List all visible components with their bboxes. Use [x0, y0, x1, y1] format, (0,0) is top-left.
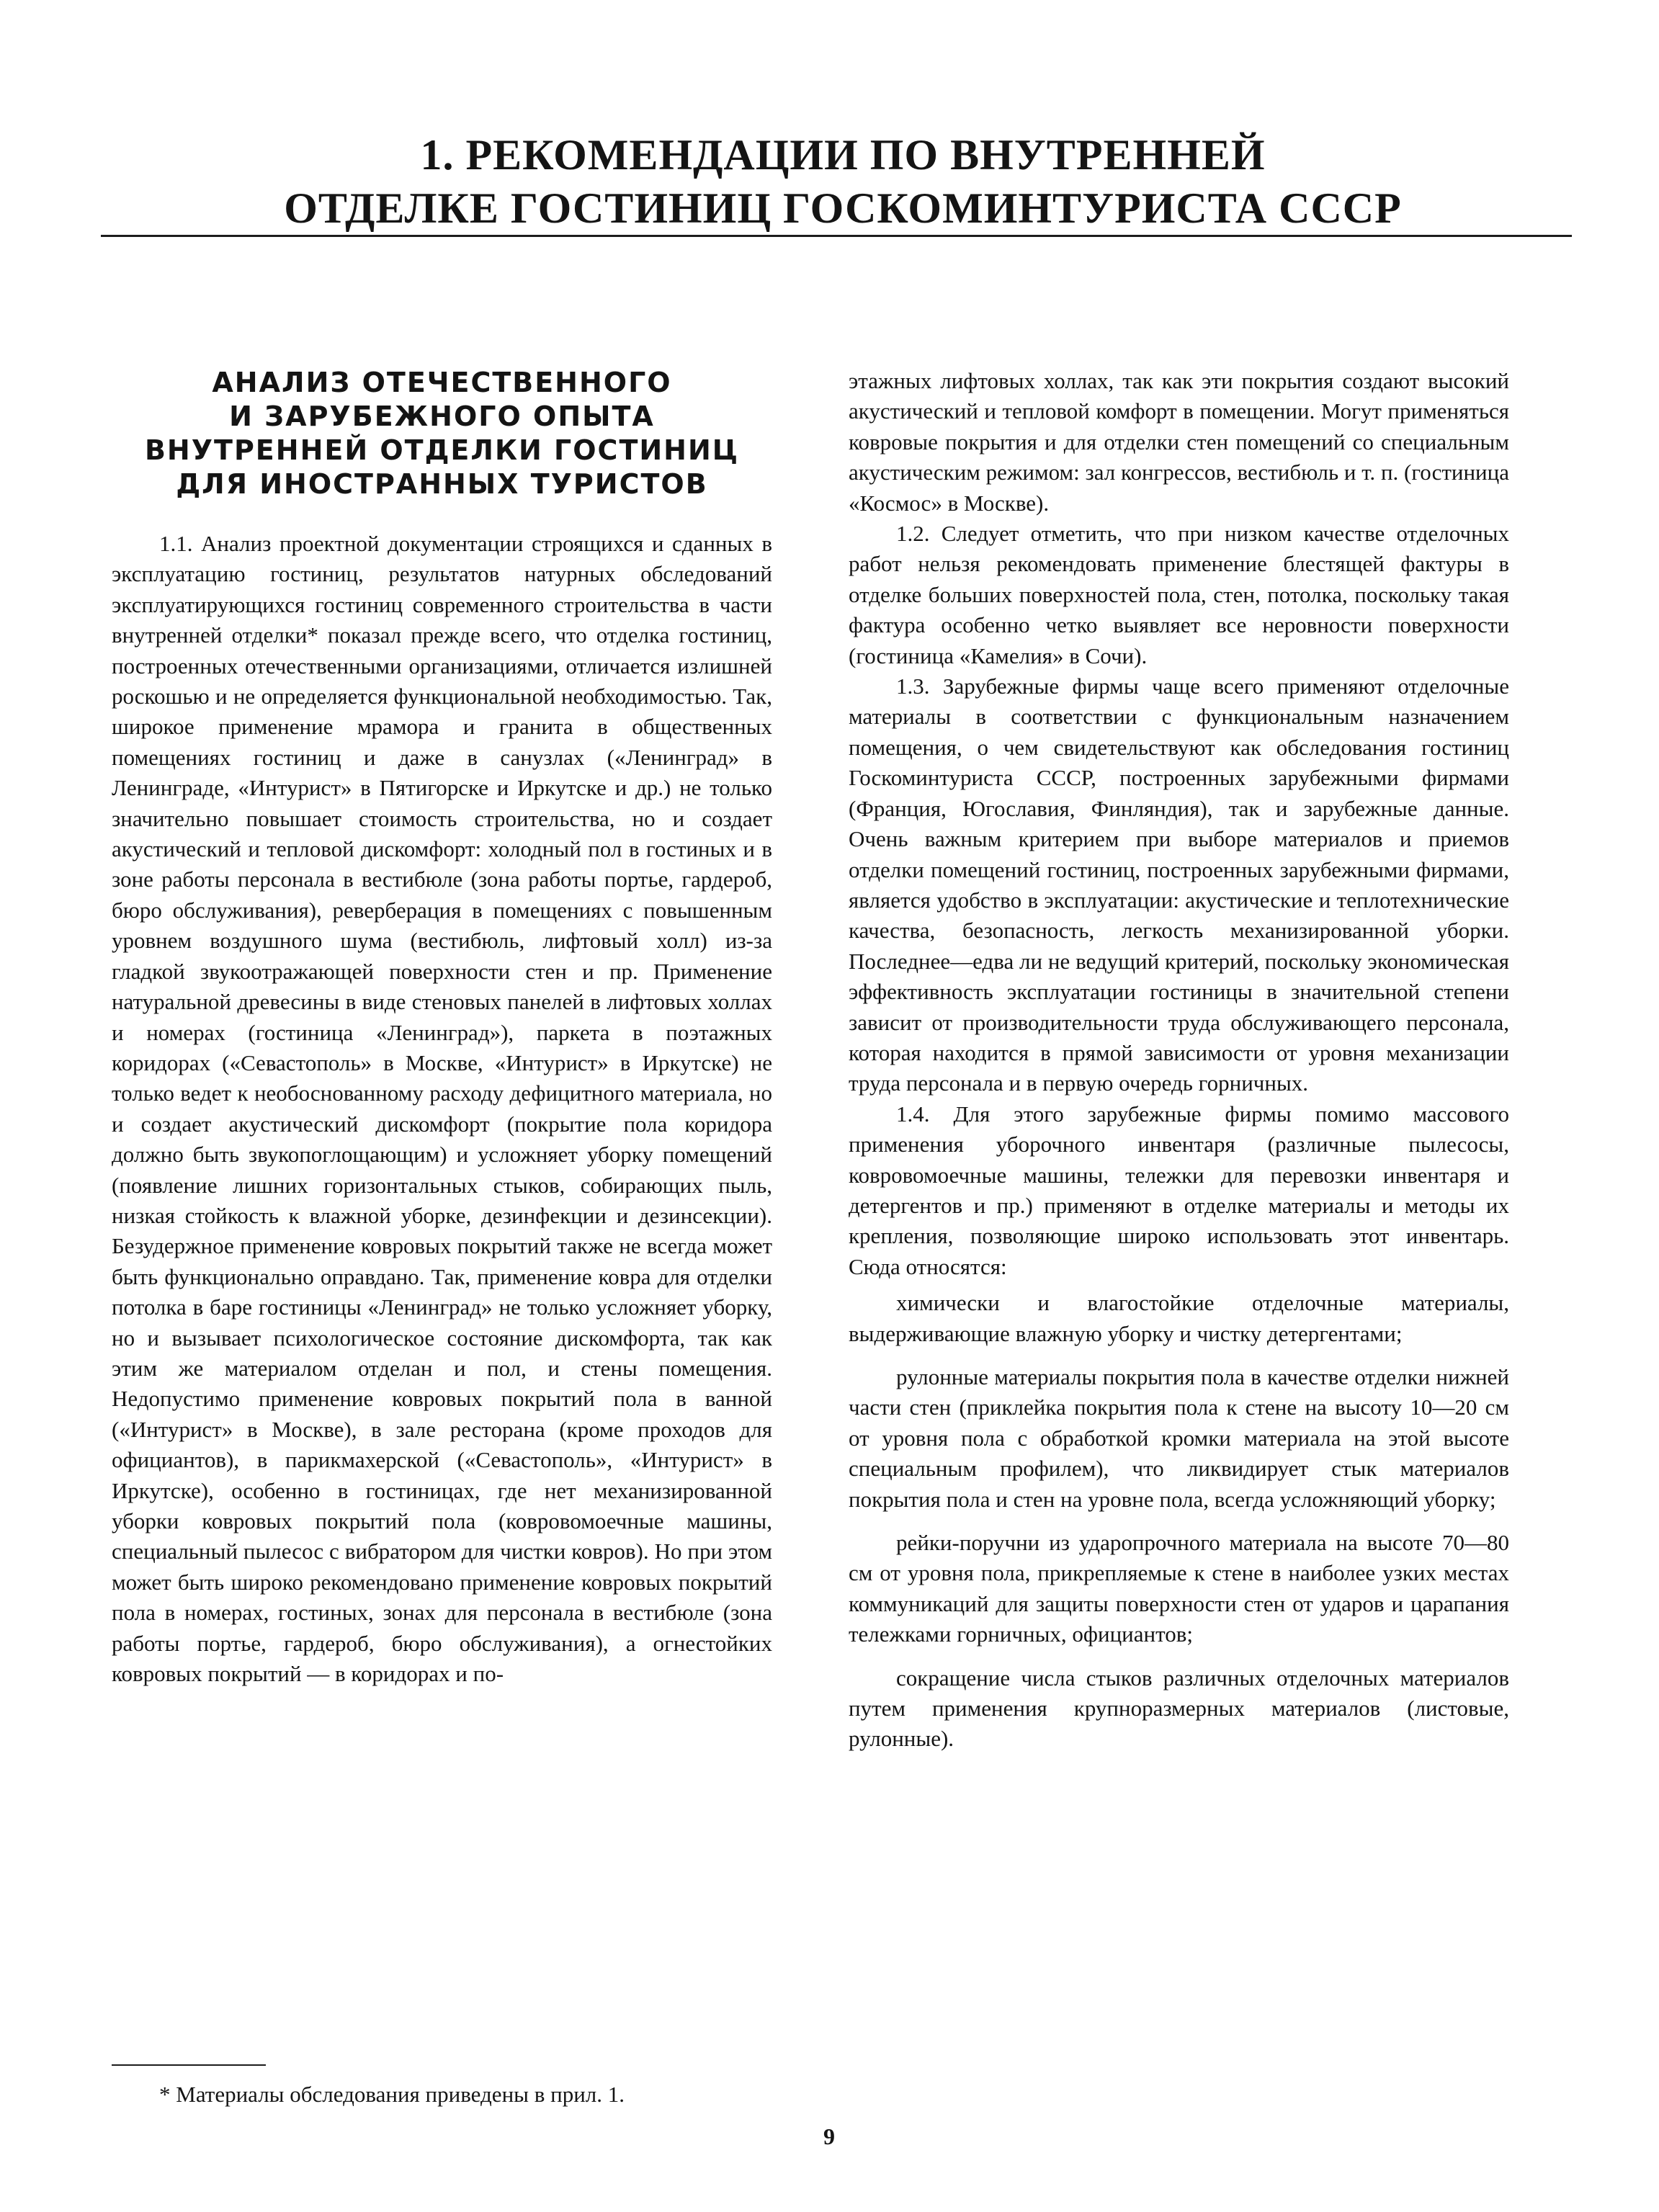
list-item: рулонные материалы покрытия пола в качестве отделки нижней части стен (приклейка покрытия пола к стене на высоту 10—20 см от уровня пола с обработкой кромки материала на этой высоте специальным профилем), что ликвидирует стык материалов покрытия пола и стен на уровне пола, всегда усложняющий уборку;: [849, 1364, 1509, 1512]
section-heading-line-1: АНАЛИЗ ОТЕЧЕСТВЕННОГО: [212, 367, 672, 398]
chapter-title: [101, 128, 1585, 235]
paragraph-1-1-continued: этажных лифтовых холлах, так как эти покрытия создают высокий акустический и тепловой комфорт в помещении. Могут применяться ковровые покрытия и для отделки стен помещений со специальным акустическим режимом: зал конгрессов, вестибюль и т. п. (гостиница «Космос» в Москве).: [849, 368, 1509, 516]
page-number: 9: [823, 2123, 835, 2149]
paragraph-1-3: 1.3. Зарубежные фирмы чаще всего применяют отделочные материалы в соответствии с функциональным назначением помещения, о чем свидетельствуют как обследования гостиниц Госкоминтуриста СССР, построенных зарубежными фирмами (Франция, Югославия, Финляндия), так и зарубежные данные. Очень важным критерием при выборе материалов и приемов отделки помещений гостиниц, построенных зарубежными фирмами, является удобство в эксплуатации: акустические и теплотехнические качества, безопасность, легкость механизированной уборки. Последнее—едва ли не ведущий критерий, поскольку экономическая эффективность эксплуатации гостиницы в значительной степени зависит от производительности труда обслуживающего персонала, которая находится в прямой зависимости от уровня механизации труда персонала и в первую очередь горничных.: [849, 673, 1509, 1096]
left-column: [112, 366, 772, 1689]
section-heading-line-4: ДЛЯ ИНОСТРАННЫХ ТУРИСТОВ: [176, 468, 708, 500]
paragraph-1-2: 1.2. Следует отметить, что при низком качестве отделочных работ нельзя рекомендовать применение блестящей фактуры в отделке больших поверхностей пола, стен, потолка, поскольку такая фактура особенно четко выявляет все неровности поверхности (гостиница «Камелия» в Сочи).: [849, 521, 1509, 668]
list-item: сокращение числа стыков различных отделочных материалов путем применения крупноразмерных материалов (листовые, рулонные).: [849, 1665, 1509, 1752]
list-item: рейки-поручни из ударопрочного материала на высоте 70—80 см от уровня пола, прикрепляемые к стене в наиболее узких местах коммуникаций для защиты поверхности стен от ударов и царапания тележками горничных, официантов;: [849, 1530, 1509, 1647]
right-column: [849, 366, 1509, 1768]
footnote-divider: [112, 2064, 266, 2066]
paragraph-1-1: 1.1. Анализ проектной документации строящихся и сданных в эксплуатацию гостиниц, результатов натурных обследований эксплуатирующихся гостиниц современного строительства в части внутренней отделки* показал прежде всего, что отделка гостиниц, построенных отечественными организациями, отличается излишней роскошью и не определяется функциональной необходимостью. Так, широкое применение мрамора и гранита в общественных помещениях гостиниц и даже в санузлах («Ленинград» в Ленинграде, «Интурист» в Пятигорске и Иркутске и др.) не только значительно повышает стоимость строительства, но и создает акустический и тепловой дискомфорт: холодный пол в гостиных и в зоне работы персонала в вестибюле (зона работы портье, гардероб, бюро обслуживания), реверберация в помещениях с повышенным уровнем воздушного шума (вестибюль, лифтовый холл) из-за гладкой звукоотражающей поверхности стен и пр. Применение натуральной древесины в виде стеновых панелей в лифтовых холлах и номерах (гостиница «Ленинград»), паркета в поэтажных коридорах («Севастополь» в Москве, «Интурист» в Иркутске) не только ведет к необоснованному расходу дефицитного материала, но и создает акустический дискомфорт (покрытие пола коридора должно быть звукопоглощающим) и усложняет уборку помещений (появление лишних горизонтальных стыков, собирающих пыль, низкая стойкость к влажной уборке, дезинфекции и дезинсекции). Безудержное применение ковровых покрытий также не всегда может быть функционально оправдано. Так, применение ковра для отделки потолка в баре гостиницы «Ленинград» не только усложняет уборку, но и вызывает психологическое состояние дискомфорта, так как этим же материалом отделан и пол, и стены помещения. Недопустимо применение ковровых покрытий пола в ванной («Интурист» в Москве), в зале ресторана (кроме проходов для официантов), в парикмахерской («Севастополь», «Интурист» в Иркутске), особенно в гостиницах, где нет механизированной уборки ковровых покрытий пола (ковровомоечные машины, специальный пылесос с вибратором для чистки ковров). Но при этом может быть широко рекомендовано применение ковровых покрытий пола в номерах, гостиных, зонах для персонала в вестибюле (зона работы портье, гардероб, бюро обслуживания), а огнестойких ковровых покрытий — в коридорах и по-: [112, 531, 772, 1687]
section-heading-line-2: И ЗАРУБЕЖНОГО ОПЫТА: [229, 400, 655, 432]
section-heading: [112, 366, 772, 501]
list-item: химически и влагостойкие отделочные материалы, выдерживающие влажную уборку и чистку детергентами;: [849, 1290, 1509, 1346]
section-heading-line-3: ВНУТРЕННЕЙ ОТДЕЛКИ ГОСТИНИЦ: [144, 434, 740, 466]
footnote: * Материалы обследования приведены в прил. 1.: [159, 2082, 625, 2107]
chapter-title-line-1: 1. РЕКОМЕНДАЦИИ ПО ВНУТРЕННЕЙ: [420, 131, 1266, 179]
title-divider: [101, 235, 1572, 237]
chapter-title-line-2: ОТДЕЛКЕ ГОСТИНИЦ ГОСКОМИНТУРИСТА СССР: [284, 184, 1402, 232]
requirements-list: [849, 1288, 1509, 1755]
paragraph-1-4: 1.4. Для этого зарубежные фирмы помимо массового применения уборочного инвентаря (различные пылесосы, ковровомоечные машины, тележки для перевозки инвентаря и детергентов и пр.) применяют в отделке материалы и методы их крепления, позволяющие широко использовать этот инвентарь. Сюда относятся:: [849, 1101, 1509, 1279]
